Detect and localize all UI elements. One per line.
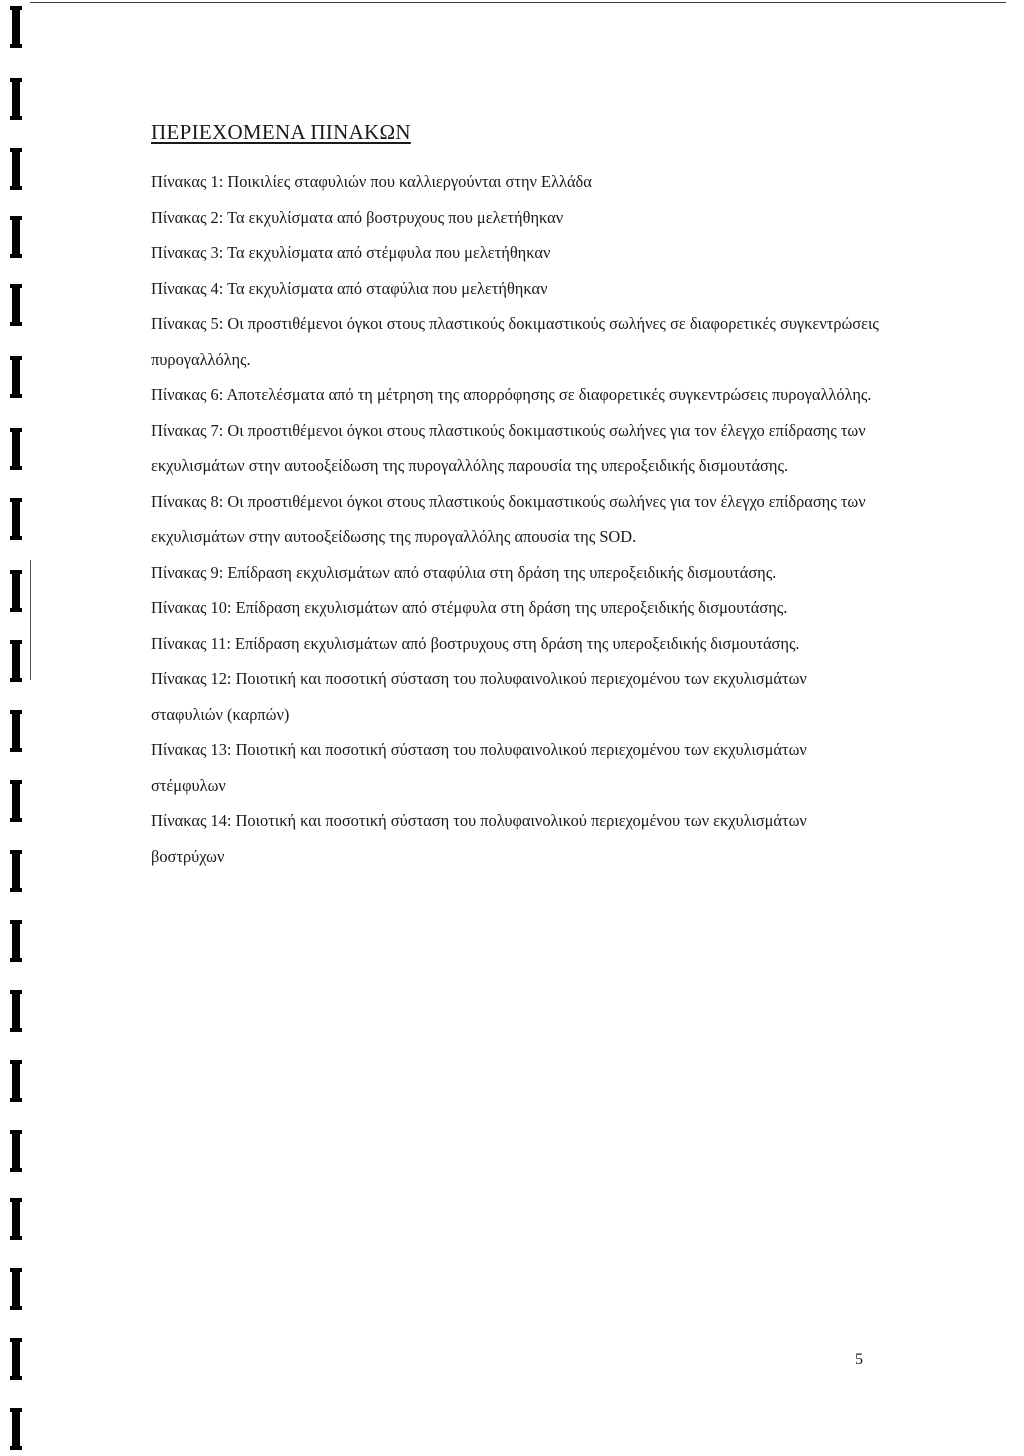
toc-entry-6: Πίνακας 6: Αποτελέσματα από τη μέτρηση της απορρόφησης σε διαφορετικές συγκεντρώσεις πυρογαλλόλης. [151, 385, 872, 404]
toc-list [151, 164, 881, 874]
binding-mark [12, 1408, 20, 1450]
binding-strip [0, 0, 40, 1456]
binding-mark [12, 1130, 20, 1172]
binding-mark [12, 780, 20, 822]
toc-entry-1: Πίνακας 1: Ποικιλίες σταφυλιών που καλλιεργούνται στην Ελλάδα [151, 172, 592, 191]
binding-mark [12, 284, 20, 326]
toc-entry-13: Πίνακας 13: Ποιοτική και ποσοτική σύσταση του πολυφαινολικού περιεχομένου των εκχυλισμάτων στέμφυλων [151, 740, 807, 795]
binding-mark [12, 6, 20, 48]
toc-entry-3: Πίνακας 3: Τα εκχυλίσματα από στέμφυλα που μελετήθηκαν [151, 243, 551, 262]
toc-entry-7: Πίνακας 7: Οι προστιθέμενοι όγκοι στους πλαστικούς δοκιμαστικούς σωλήνες για τον έλεγχο επίδρασης των εκχυλισμάτων στην αυτοοξείδωση της πυρογαλλόλης παρουσία της υπεροξειδικής δισμουτάσης. [151, 420, 866, 475]
toc-entry-5: Πίνακας 5: Οι προστιθέμενοι όγκοι στους πλαστικούς δοκιμαστικούς σωλήνες σε διαφορετικές συγκεντρώσεις πυρογαλλόλης. [151, 314, 879, 369]
page-title: ΠΕΡΙΕΧΟΜΕΝΑ ΠΙΝΑΚΩΝ [151, 120, 411, 144]
binding-mark [12, 1268, 20, 1310]
page-number: 5 [855, 1351, 863, 1368]
toc-entry-8: Πίνακας 8: Οι προστιθέμενοι όγκοι στους πλαστικούς δοκιμαστικούς σωλήνες για τον έλεγχο επίδρασης των εκχυλισμάτων στην αυτοοξείδωσης της πυρογαλλόλης απουσία της SOD. [151, 491, 866, 546]
table-of-tables [151, 114, 881, 874]
binding-mark [12, 356, 20, 398]
toc-entry-11: Πίνακας 11: Επίδραση εκχυλισμάτων από βοστρυχους στη δράση της υπεροξειδικής δισμουτάσης. [151, 633, 800, 653]
binding-mark [12, 216, 20, 258]
binding-mark [12, 1198, 20, 1240]
binding-mark [12, 1060, 20, 1102]
binding-line [30, 560, 31, 680]
binding-mark [12, 498, 20, 540]
binding-mark [12, 640, 20, 682]
binding-mark [12, 428, 20, 470]
toc-entry-10: Πίνακας 10: Επίδραση εκχυλισμάτων από στέμφυλα στη δράση της υπεροξειδικής δισμουτάσης. [151, 598, 788, 617]
binding-mark [12, 570, 20, 612]
binding-mark [12, 1338, 20, 1380]
toc-entry-12: Πίνακας 12: Ποιοτική και ποσοτική σύσταση του πολυφαινολικού περιεχομένου των εκχυλισμάτων σταφυλιών (καρπών) [151, 669, 807, 724]
binding-mark [12, 920, 20, 962]
binding-mark [12, 850, 20, 892]
toc-entry-14: Πίνακας 14: Ποιοτική και ποσοτική σύσταση του πολυφαινολικού περιεχομένου των εκχυλισμάτων βοστρύχων [151, 811, 807, 866]
binding-mark [12, 990, 20, 1032]
toc-entry-2: Πίνακας 2: Τα εκχυλίσματα από βοστρυχους που μελετήθηκαν [151, 207, 564, 227]
binding-mark [12, 148, 20, 190]
binding-mark [12, 78, 20, 120]
toc-entry-9: Πίνακας 9: Επίδραση εκχυλισμάτων από σταφύλια στη δράση της υπεροξειδικής δισμουτάσης. [151, 562, 777, 582]
binding-mark [12, 710, 20, 752]
toc-entry-4: Πίνακας 4: Τα εκχυλίσματα από σταφύλια που μελετήθηκαν [151, 278, 548, 298]
top-border-line [30, 2, 1006, 3]
